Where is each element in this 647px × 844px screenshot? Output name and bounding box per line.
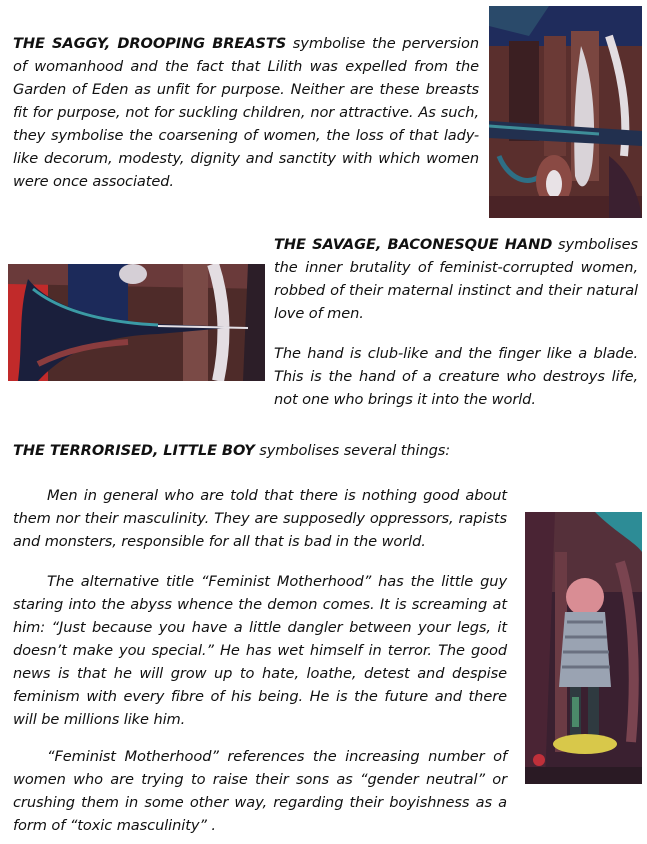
breasts-heading: THE SAGGY, DROOPING BREASTS — [13, 35, 287, 52]
boy-intro-text: symbolises several things: — [254, 442, 451, 459]
hand-painting-image — [8, 264, 265, 381]
breasts-paragraph — [13, 32, 479, 193]
hand-paragraph-2: The hand is club-like and the finger like a blade. This is the hand of a creature who destroys life, not one who brings it into the world. — [274, 345, 638, 408]
boy-painting-image — [525, 512, 642, 784]
breasts-text: symbolise the perversion of womanhood and the fact that Lilith was expelled from the Garden of Eden as unfit for purpose. Neither are these breasts fit for purpose, not for suckling children, nor attractive. As such, they symbolise the coarsening of women, the loss of that lady-like decorum, modesty, dignity and sanctity with which women were once associated. — [13, 35, 479, 190]
boy-paragraph-1: Men in general who are told that there is nothing good about them nor their masculinity. They are supposedly oppressors, rapists and monsters, responsible for all that is bad in the world. — [13, 487, 507, 550]
hand-text: symbolises the inner brutality of feminist-corrupted women, robbed of their maternal instinct and their natural love of men. — [274, 236, 638, 322]
hand-heading: THE SAVAGE, BACONESQUE HAND — [274, 236, 553, 253]
boy-paragraph-3: “Feminist Motherhood” references the increasing number of women who are trying to raise their sons as “gender neutral” or crushing them in some other way, regarding their boyishness as a form of “toxic masculinity” . — [13, 748, 507, 834]
boy-intro — [13, 439, 493, 462]
boy-paragraph-2: The alternative title “Feminist Motherhood” has the little guy staring into the abyss whence the demon comes. It is screaming at him: “Just because you have a little dangler between your legs, it doesn’t make you special.” He has wet himself in terror. The good news is that he will grow up to hate, loathe, detest and despise feminism with every fibre of his being. He is the future and there will be millions like him. — [13, 573, 507, 728]
boy-heading: THE TERRORISED, LITTLE BOY — [13, 442, 255, 459]
breasts-painting-image — [489, 6, 642, 218]
hand-paragraph — [274, 233, 638, 325]
